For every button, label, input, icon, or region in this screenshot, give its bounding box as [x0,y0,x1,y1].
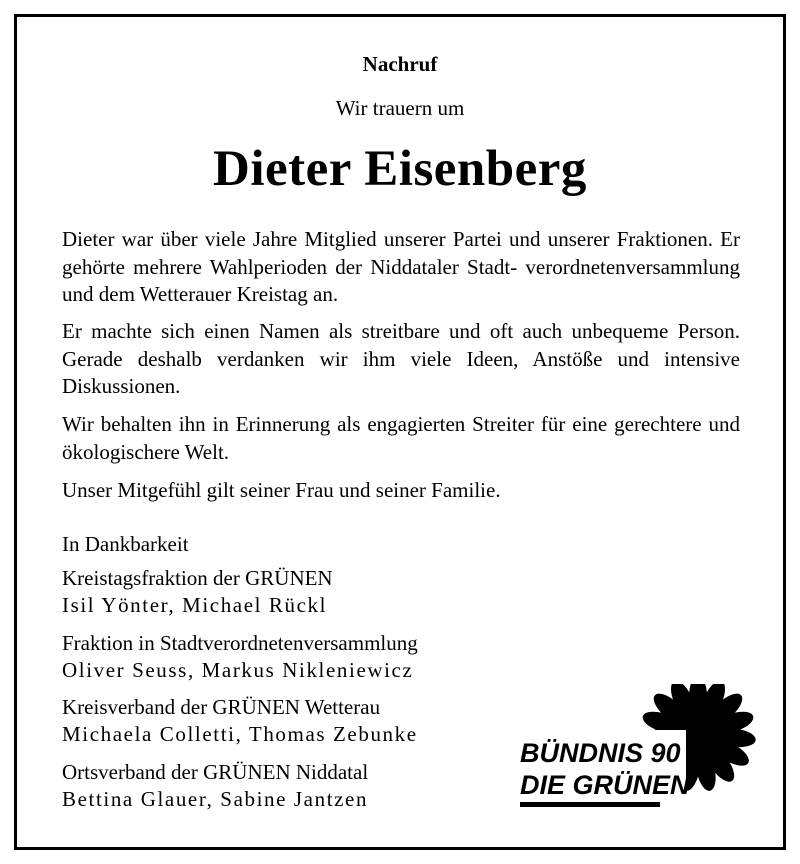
paragraph-condolence: Unser Mitgefühl gilt seiner Frau und seiner Familie. [62,478,501,502]
logo-line-1: BÜNDNIS 90 [520,738,681,768]
signatory-names: Bettina Glauer, Sabine Jantzen [62,787,369,811]
paragraph-character: Er machte sich einen Namen als streitbare und oft auch unbequeme Person. Gerade deshalb verdanken wir ihm viele Ideen, Anstöße und intensive Diskussionen. [62,319,740,398]
notice-intro: Wir trauern um [335,96,465,120]
signatory-names: Michaela Colletti, Thomas Zebunke [62,722,418,746]
signatory-names: Oliver Seuss, Markus Nikleniewicz [62,658,414,682]
signatory-group: Ortsverband der GRÜNEN Niddatal [62,760,369,784]
paragraph-remembrance: Wir behalten ihn in Erinnerung als engagierten Streiter für eine gerechtere und ökologischere Welt. [62,412,740,464]
logo-underline [520,802,660,807]
paragraph-membership: Dieter war über viele Jahre Mitglied unserer Partei und unserer Fraktionen. Er gehörte mehrere Wahlperioden der Niddataler Stadt- verordnetenversammlung und dem Wetterauer Kreistag an. [62,227,740,306]
logo-line-2: DIE GRÜNEN [520,770,690,800]
signatory-group: Kreisverband der GRÜNEN Wetterau [62,695,381,719]
signatory-names: Isil Yönter, Michael Rückl [62,593,328,617]
signatory-group: Fraktion in Stadtverordnetenversammlung [62,631,418,655]
signatory-group: Kreistagsfraktion der GRÜNEN [62,566,333,590]
notice-kicker: Nachruf [362,52,438,76]
deceased-name: Dieter Eisenberg [213,141,587,197]
party-logo [516,684,766,814]
closing-line: In Dankbarkeit [62,532,189,556]
